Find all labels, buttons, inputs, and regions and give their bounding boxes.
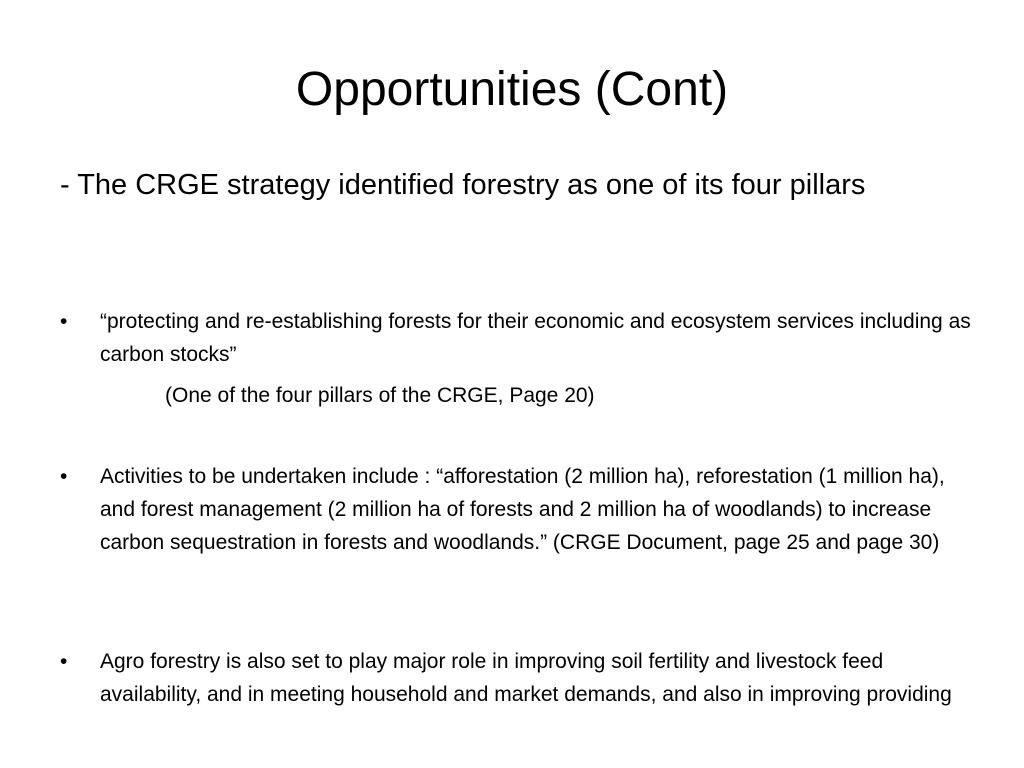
bullet-marker: •: [60, 465, 68, 488]
bullet-text: “protecting and re-establishing forests for their economic and ecosystem services including as carbon stocks”: [100, 310, 971, 366]
bullet-marker: •: [60, 650, 68, 673]
bullet-text: Agro forestry is also set to play major role in improving soil fertility and livestock feed availability, and in meeting household and market demands, and also in improving providing: [100, 650, 952, 706]
citation-text: (One of the four pillars of the CRGE, Page 20): [165, 384, 595, 407]
intro-text: - The CRGE strategy identified forestry as one of its four pillars: [60, 169, 866, 201]
bullet-marker: •: [60, 310, 68, 333]
slide-title: Opportunities (Cont): [295, 63, 729, 116]
bullet-text: Activities to be undertaken include : “afforestation (2 million ha), reforestation (1 million ha), and forest management (2 million ha of forests and 2 million ha of woodlands) to increase carbon sequestration in forests and woodlands.” (CRGE Document, page 25 and page 30): [100, 465, 945, 554]
